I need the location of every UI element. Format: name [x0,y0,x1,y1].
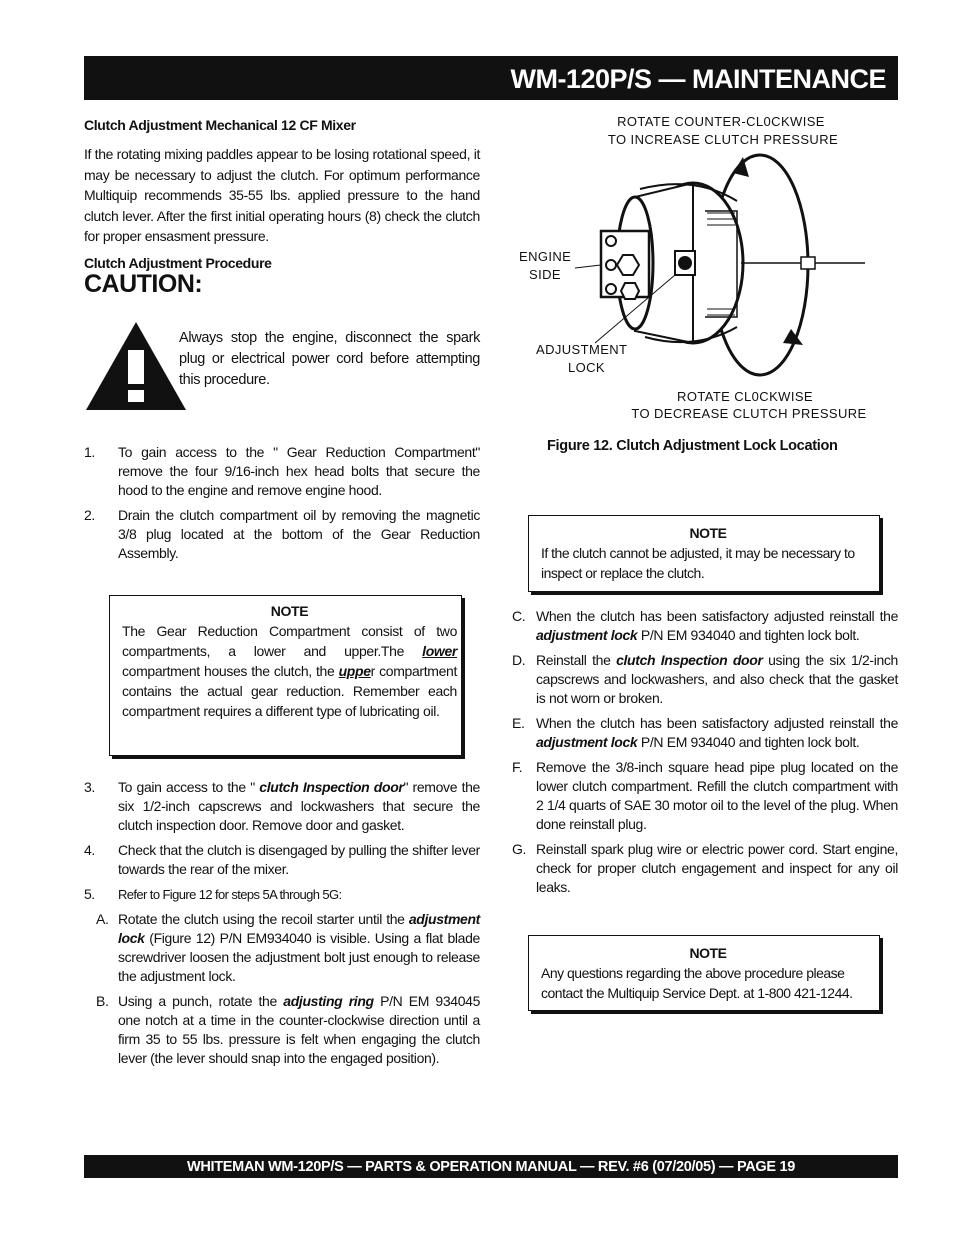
item-text: " remove the six 1/2-inch capscrews and lockwashers that secure the clutch inspection door. Remove door and gasket. [118,779,480,833]
item-number: 4. [84,842,95,858]
item-text: (Figure 12) P/N EM934040 is visible. Using a flat blade screwdriver loosen the adjustment bolt just enough to release the adjustment lock. [118,930,480,984]
item-emphasis: clutch Inspection door [616,652,763,668]
item-number: 5. [84,886,95,902]
item-text: To gain access to the " Gear Reduction Compartment" remove the four 9/16-inch hex head bolts that secure the hood to the engine and remove engine hood. [118,444,480,498]
note-title: NOTE [689,945,727,961]
warning-icon [84,320,188,412]
item-number: B. [96,993,109,1009]
item-emphasis: adjusting ring [283,993,374,1009]
note-text: If the clutch cannot be adjusted, it may be necessary to inspect or replace the clutch. [541,545,855,581]
item-number: A. [96,911,109,927]
list-item [512,607,898,645]
item-text: Rotate the clutch using the recoil starter until the [118,911,409,927]
item-emphasis: adjustment lock [118,911,480,946]
item-number: 3. [84,779,95,795]
note-title: NOTE [270,603,309,619]
item-text: P/N EM 934040 and tighten lock bolt. [637,627,860,643]
item-text: Using a punch, rotate the [118,993,284,1009]
intro-paragraph: If the rotating mixing paddles appear to be losing rotational speed, it may be necessary to adjust the clutch. For optimum performance Multiquip recommends 35-55 lbs. applied pressure to the hand clutch lever. After the first initial operating hours (8) check the clutch for proper ensasment pressure. [84,146,480,244]
figure-label-lock-1: ADJUSTMENT [536,342,628,357]
item-emphasis: clutch Inspection door [259,779,404,795]
item-number: 1. [84,444,95,460]
steps-list-bottom [84,778,480,1068]
section-title: Clutch Adjustment Mechanical 12 CF Mixer [84,117,356,133]
figure-label-top-1: ROTATE COUNTER-CL0CKWISE [617,114,825,129]
procedure-title: Clutch Adjustment Procedure [84,254,272,271]
item-text: P/N EM 934040 and tighten lock bolt. [637,734,860,750]
item-text: using the six 1/2-inch capscrews and lockwashers, and also check that the gasket is not worn or broken. [536,652,898,706]
list-item [84,443,480,500]
list-item [84,841,480,879]
note-text-part: compartment houses the clutch, the [122,663,339,679]
upper-emphasis: uppe [338,663,371,679]
item-emphasis: adjustment lock [536,734,638,750]
item-number: G. [512,841,527,857]
note-box-contact [528,935,880,1011]
page-header: WM-120P/S — MAINTENANCE [84,56,898,100]
item-number: E. [512,715,525,731]
item-number: C. [512,608,526,624]
lower-emphasis: lower [422,643,457,659]
list-item [512,714,898,752]
item-emphasis: adjustment lock [536,627,638,643]
list-item [84,506,480,563]
note-text-part: r [370,663,375,679]
item-text: P/N EM 934045 one notch at a time in the counter-clockwise direction until a firm 35 to 55 lbs. pressure is felt when engaging the clutch lever (the lever should snap into the engaged position). [118,993,481,1066]
note-text: Any questions regarding the above procedure please contact the Multiquip Service Dept. at 1-800 421-1244. [541,965,853,1001]
steps-list-top [84,443,480,563]
item-text: Reinstall spark plug wire or electric power cord. Start engine, check for proper clutch engagement and inspect for any oil leaks. [536,841,898,895]
list-item [512,651,898,708]
figure-label-engine-2: SIDE [529,267,561,282]
list-item [84,992,480,1068]
item-text: Remove the 3/8-inch square head pipe plug located on the lower clutch compartment. Refill the clutch compartment with 2 1/4 quarts of SAE 30 motor oil to the level of the plug. When done reinstall plug. [536,759,898,832]
list-item [512,758,898,834]
list-item [84,910,480,986]
figure-caption: Figure 12. Clutch Adjustment Lock Location [547,438,838,454]
item-text: When the clutch has been satisfactory adjusted reinstall the [536,715,898,731]
item-text: When the clutch has been satisfactory adjusted reinstall the [536,608,898,624]
item-text: Reinstall the [536,652,617,668]
note-title: NOTE [689,525,727,541]
item-text: Drain the clutch compartment oil by removing the magnetic 3/8 plug located at the bottom of the Gear Reduction Assembly. [118,507,480,561]
item-number: F. [512,759,523,775]
item-text: Refer to Figure 12 for steps 5A through 5G: [118,887,342,902]
steps-list-right [512,607,898,903]
caution-title: CAUTION: [84,269,203,298]
list-item [84,778,480,835]
figure-label-lock-2: LOCK [568,360,606,375]
item-text: To gain access to the " [118,779,260,795]
figure-label-top-2: TO INCREASE CLUTCH PRESSURE [607,132,839,147]
caution-text: Always stop the engine, disconnect the spark plug or electrical power cord before attempting this procedure. [179,330,480,388]
note-box-clutch [528,515,880,592]
item-number: 2. [84,507,95,523]
note-text-part: The Gear Reduction Compartment consist of two compartments, a lower and upper.The [122,623,457,659]
note-text [122,621,457,721]
left-column [84,116,480,298]
list-item [84,885,480,904]
list-item [512,840,898,897]
figure-label-bottom-2: TO DECREASE CLUTCH PRESSURE [631,406,867,421]
page-footer: WHITEMAN WM-120P/S — PARTS & OPERATION MANUAL — REV. #6 (07/20/05) — PAGE 19 [84,1155,898,1178]
item-text: Check that the clutch is disengaged by pulling the shifter lever towards the rear of the mixer. [118,842,480,877]
figure-label-engine-1: ENGINE [519,249,572,264]
note-text-part: compartment contains the actual gear reduction. Remember each compartment requires a different type of lubricating oil. [122,663,457,719]
item-number: D. [512,652,526,668]
figure-label-bottom-1: ROTATE CL0CKWISE [677,389,813,404]
clutch-figure [505,105,905,425]
note-box-gear-reduction [109,595,462,756]
